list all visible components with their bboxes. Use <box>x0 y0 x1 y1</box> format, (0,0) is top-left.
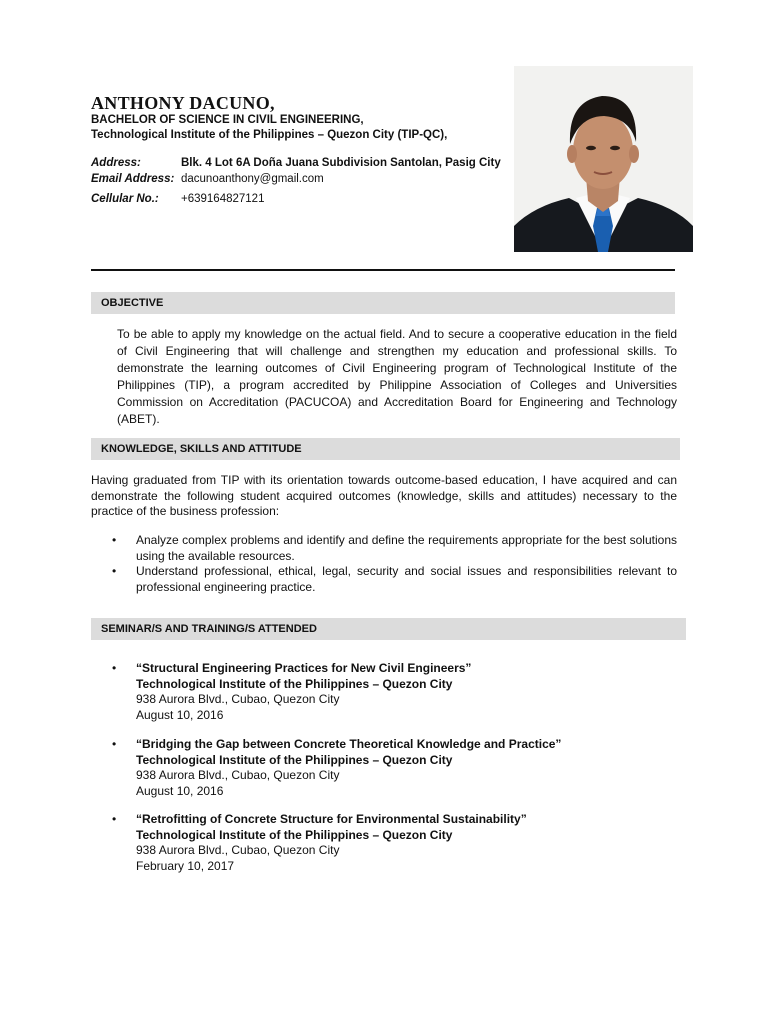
seminar-date: August 10, 2016 <box>136 707 224 722</box>
seminar-title: “Bridging the Gap between Concrete Theoretical Knowledge and Practice” <box>136 737 562 751</box>
bullet-icon: • <box>112 812 117 826</box>
list-item <box>112 564 677 595</box>
header-divider <box>91 269 675 271</box>
bullet-icon: • <box>112 533 117 547</box>
section-heading-objective: OBJECTIVE <box>91 292 675 314</box>
section-heading-seminars: SEMINAR/S AND TRAINING/S ATTENDED <box>91 618 686 640</box>
section-heading-ksa: KNOWLEDGE, SKILLS AND ATTITUDE <box>91 438 680 460</box>
seminar-entry <box>112 737 562 799</box>
address-label: Address: <box>91 157 141 169</box>
seminar-address: 938 Aurora Blvd., Cubao, Quezon City <box>136 692 340 706</box>
phone-label: Cellular No.: <box>91 193 159 205</box>
ksa-intro: Having graduated from TIP with its orientation towards outcome-based education, I have acquired and can demonstrate the following student acquired outcomes (knowledge, skills and attitudes) necessary to the practice of the business profession: <box>91 473 677 518</box>
list-item <box>112 533 677 564</box>
seminar-date: February 10, 2017 <box>136 858 235 873</box>
address-value: Blk. 4 Lot 6A Doña Juana Subdivision Santolan, Pasig City <box>181 157 501 169</box>
seminar-address: 938 Aurora Blvd., Cubao, Quezon City <box>136 843 340 857</box>
seminar-title: “Retrofitting of Concrete Structure for Environmental Sustainability” <box>136 812 527 826</box>
phone-value: +639164827121 <box>181 193 265 205</box>
seminar-date: August 10, 2016 <box>136 783 224 798</box>
school-line: Technological Institute of the Philippines – Quezon City (TIP-QC), <box>91 129 448 141</box>
portrait-image <box>514 66 693 252</box>
bullet-icon: • <box>112 564 117 578</box>
seminar-title: “Structural Engineering Practices for New Civil Engineers” <box>136 661 472 675</box>
bullet-icon: • <box>112 661 117 675</box>
degree-line: BACHELOR OF SCIENCE IN CIVIL ENGINEERING, <box>91 114 364 126</box>
seminar-organizer: Technological Institute of the Philippines – Quezon City <box>136 827 453 842</box>
seminar-organizer: Technological Institute of the Philippines – Quezon City <box>136 676 453 691</box>
seminar-entry <box>112 661 472 723</box>
seminar-address: 938 Aurora Blvd., Cubao, Quezon City <box>136 768 340 782</box>
ksa-item-text: Analyze complex problems and identify and define the requirements appropriate for the best solutions using the available resources. <box>136 533 677 563</box>
ksa-list <box>112 533 677 595</box>
profile-photo <box>514 66 693 252</box>
applicant-name: ANTHONY DACUNO, <box>91 93 275 113</box>
seminar-entry <box>112 812 527 874</box>
bullet-icon: • <box>112 737 117 751</box>
objective-text: To be able to apply my knowledge on the actual field. And to secure a cooperative education in the field of Civil Engineering that will challenge and strengthen my education and professional skills. To demonstrate the learning outcomes of Civil Engineering program of Technological Institute of the Philippines (TIP), a program accredited by Philippine Association of Colleges and Universities Commission on Accreditation (PACUCOA) and Accreditation Board for Engineering and Technology (ABET). <box>117 327 677 426</box>
email-label: Email Address: <box>91 173 175 185</box>
email-value: dacunoanthony@gmail.com <box>181 173 324 185</box>
ksa-item-text: Understand professional, ethical, legal, security and social issues and responsibilities relevant to professional engineering practice. <box>136 564 677 594</box>
seminar-organizer: Technological Institute of the Philippines – Quezon City <box>136 752 453 767</box>
